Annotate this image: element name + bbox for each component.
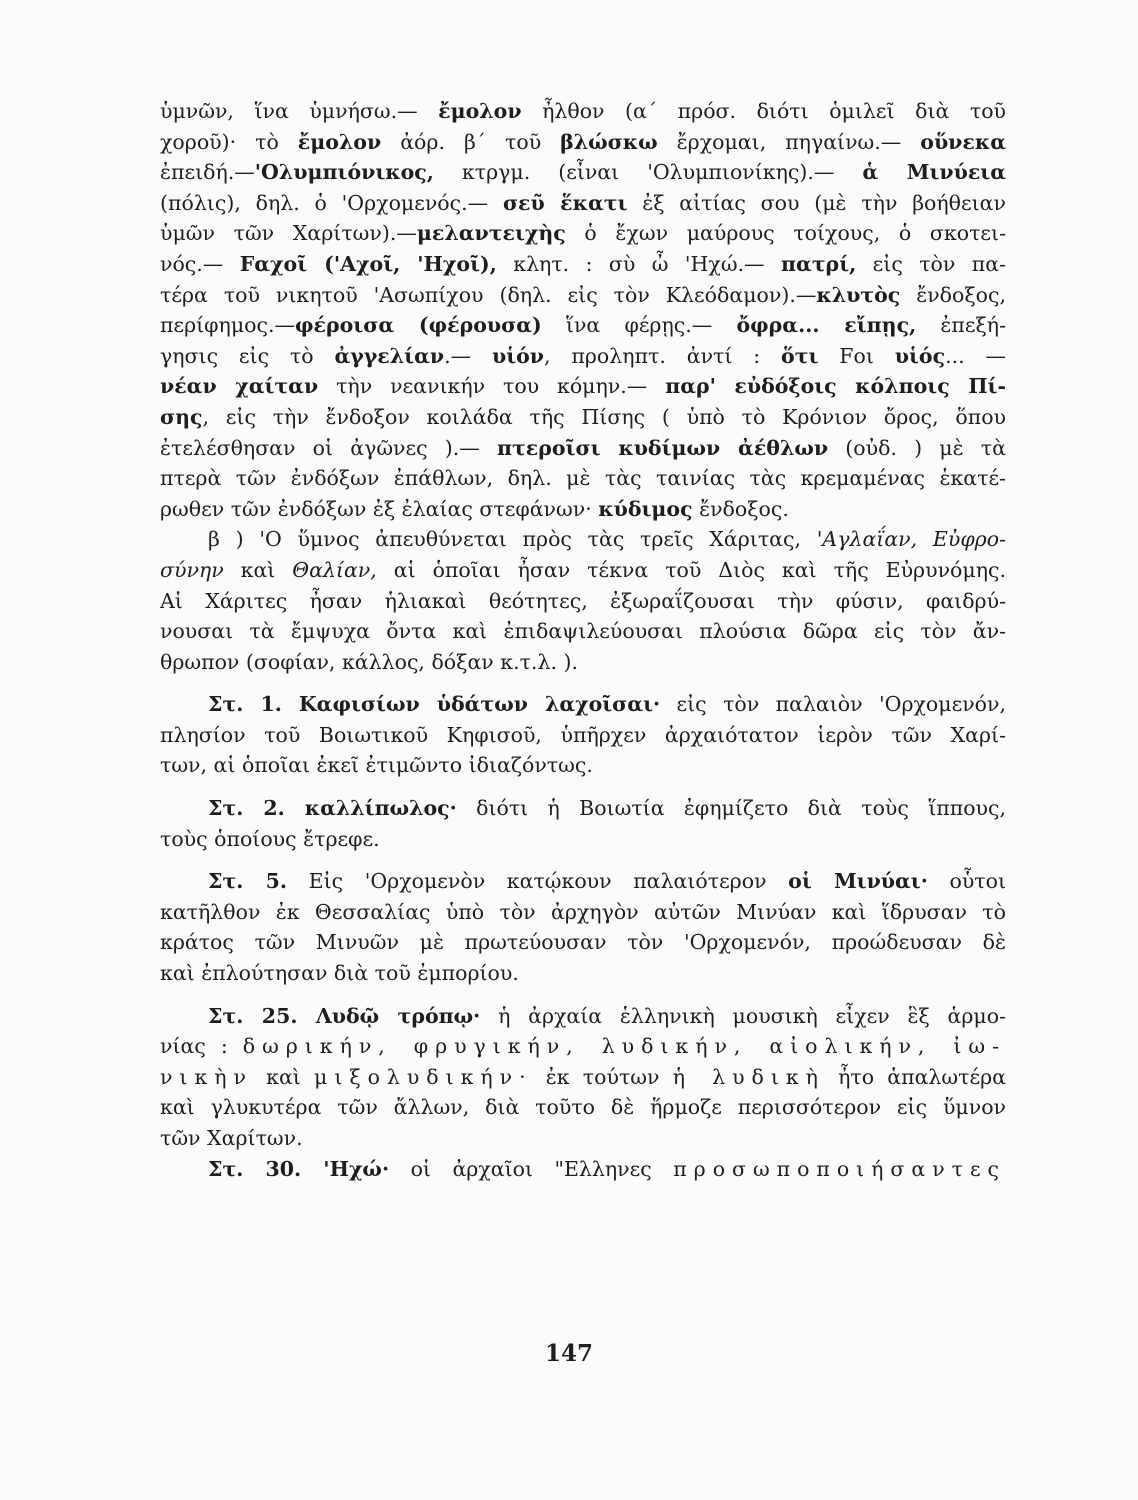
text-run: καὶ γλυκυτέρα τῶν ἄλλων, διὰ τοῦτο δὲ ἥρμοζε περισσότερον εἰς ὕμνον: [160, 1095, 1006, 1120]
bold-term: οἱ Μινύαι·: [788, 869, 928, 894]
text-line: [160, 1062, 1006, 1093]
text-run: ρωθεν τῶν ἐνδόξων ἐξ ἐλαίας στεφάνων·: [160, 496, 599, 521]
text-run: ... —: [945, 343, 1006, 368]
text-run: ἔνδοξος,: [900, 282, 1006, 307]
bold-term: οὕνεκα: [920, 129, 1006, 154]
text-line: [160, 750, 1006, 781]
text-run: ἐκ τούτων: [532, 1064, 673, 1089]
text-run: κτργμ. (εἶναι 'Ολυμπιονίκης).—: [433, 160, 863, 185]
bold-term: πτεροῖσι κυδίμων ἀέθλων: [497, 435, 829, 460]
commentary-text: [160, 96, 1006, 1184]
text-run: πτερὰ τῶν ἐνδόξων ἐπάθλων, δηλ. μὲ τὰς ταινίας τὰς κρεμαμένας ἑκατέ-: [160, 466, 1006, 491]
bold-term: Στ. 5.: [208, 869, 288, 894]
text-run: ὑμνῶν, ἵνα ὑμνήσω.—: [160, 99, 439, 123]
text-line: [160, 463, 1006, 494]
text-run: τέρα τοῦ νικητοῦ 'Ασωπίχου (δηλ. εἰς τὸν Κλεόδαμον).—: [160, 282, 817, 307]
text-run: ἵνα φέρῃς.—: [541, 313, 737, 338]
text-run: εἰς τὸν πα-: [856, 251, 1006, 276]
text-run: καὶ ἐπλούτησαν διὰ τοῦ ἐμπορίου.: [160, 961, 519, 986]
text-run: Εἰς 'Ορχομενὸν κατῴκουν παλαιότερον: [287, 869, 789, 894]
bold-term: πατρί,: [780, 251, 857, 276]
spaced-term: μιξολυδικήν·: [314, 1064, 533, 1089]
text-run: νίας :: [160, 1034, 243, 1059]
text-run: β ) 'Ο ὕμνος ἀπευθύνεται πρὸς τὰς τρεῖς Χάριτας,: [208, 527, 817, 552]
text-run: νουσαι τὰ ἔμψυχα ὄντα καὶ ἐπιδαψιλεύουσαι πλούσια δῶρα εἰς τὸν ἄν-: [160, 619, 1006, 644]
text-line: [160, 127, 1006, 158]
text-run: ὁ ἔχων μαύρους τοίχους, ὁ σκοτει-: [565, 221, 1007, 246]
paragraph-first-line: [160, 524, 1006, 555]
bold-term: υἱόν: [491, 343, 545, 368]
text-run: κράτος τῶν Μινυῶν μὲ πρωτεύουσαν τὸν 'Ορχομενόν, προώδευσαν δὲ: [160, 930, 1006, 955]
bold-term: Στ. 25. Λυδῷ τρόπῳ·: [208, 1003, 481, 1028]
bold-term: Στ. 1. Καφισίων ὑδάτων λαχοῖσαι·: [208, 692, 661, 717]
italic-term: Θαλίαν,: [292, 557, 377, 582]
spaced-term: προσωποποιήσαντες: [673, 1156, 1006, 1181]
bold-term: βλώσκω: [560, 129, 658, 154]
bold-term: ἔμολον: [438, 99, 522, 123]
text-run: ἔνδοξος.: [692, 496, 789, 521]
text-run: ἦλθον (α΄ πρόσ. διότι ὁμιλεῖ διὰ τοῦ: [521, 99, 1006, 123]
text-run: ὑμῶν τῶν Χαρίτων).—: [160, 221, 417, 246]
text-line: [160, 897, 1006, 928]
text-run: (πόλις), δηλ. ὁ 'Ορχομενός.—: [160, 190, 503, 215]
text-run: κλητ. : σὺ ὦ 'Ηχώ.—: [496, 251, 781, 276]
text-run: οὗτοι: [927, 869, 1007, 894]
page-number: 147: [544, 1340, 593, 1367]
text-line: [160, 371, 1006, 402]
bold-term: ὄφρα... εἴπῃς,: [736, 313, 917, 338]
text-run: , προληπτ. ἀντί :: [544, 343, 782, 368]
bold-term: Fαχοῖ ('Αχοῖ, 'Ηχοῖ),: [239, 251, 497, 276]
text-run: καὶ: [223, 557, 293, 582]
text-line: [160, 402, 1006, 433]
text-run: χοροῦ)· τὸ: [160, 129, 298, 154]
text-run: τῶν Χαρίτων.: [160, 1126, 303, 1150]
spaced-term: νικὴν: [160, 1064, 253, 1089]
text-run: Fοι: [818, 343, 895, 368]
text-line: [160, 188, 1006, 219]
text-line: [160, 720, 1006, 751]
text-run: (οὐδ. ) μὲ τὰ: [828, 435, 1006, 460]
text-line: [160, 218, 1006, 249]
italic-term: σύνην: [160, 557, 224, 582]
bold-term: παρ' εὐδόξοις κόλποις Πί-: [665, 374, 1006, 399]
text-run: γησις εἰς τὸ: [160, 343, 335, 368]
text-line: [160, 310, 1006, 341]
text-run: ἐπειδή.—: [160, 160, 255, 185]
bold-term: κύδιμος: [598, 496, 693, 521]
text-run: των, αἱ ὁποῖαι ἐκεῖ ἐτιμῶντο ἰδιαζόντως.: [160, 753, 593, 778]
text-run: εἰς τὸν παλαιὸν 'Ορχομενόν,: [660, 692, 1006, 717]
bold-term: νέαν χαίταν: [160, 374, 319, 399]
bold-term: φέροισα (φέρουσα): [294, 313, 542, 338]
text-line: [160, 647, 1006, 678]
bold-term: μελαντειχὴς: [416, 221, 566, 246]
text-run: νός.—: [160, 251, 240, 276]
text-run: κατῆλθον ἐκ Θεσσαλίας ὑπὸ τὸν ἀρχηγὸν αὐτῶν Μινύαν καὶ ἵδρυσαν τὸ: [160, 899, 1006, 924]
text-run: οἱ ἀρχαῖοι "Ελληνες: [389, 1156, 674, 1181]
bold-term: σης: [160, 404, 203, 429]
text-run: ἐτελέσθησαν οἱ ἀγῶνες ).—: [160, 435, 497, 460]
bold-term: 'Ολυμπιόνικος,: [254, 160, 434, 185]
text-line: [160, 1031, 1006, 1062]
text-line: [160, 586, 1006, 617]
text-run: καὶ: [252, 1064, 315, 1089]
spaced-term: ἡ λυδικὴ: [672, 1064, 825, 1089]
text-line: [160, 280, 1006, 311]
text-line: [160, 1123, 1006, 1154]
bold-term: ἁ Μινύεια: [862, 160, 1006, 185]
verse-note-heading: [160, 689, 1006, 720]
bold-term: ἔμολον: [297, 129, 382, 154]
verse-note-heading: [160, 1001, 1006, 1032]
bold-term: Στ. 30. 'Ηχώ·: [208, 1156, 390, 1181]
text-run: αἱ ὁποῖαι ἦσαν τέκνα τοῦ Διὸς καὶ τῆς Εὐρυνόμης.: [376, 557, 1006, 582]
text-line: [160, 249, 1006, 280]
verse-note-heading: [160, 793, 1006, 824]
text-run: ἀόρ. β΄ τοῦ: [381, 129, 561, 154]
text-run: περίφημος.—: [160, 313, 295, 338]
text-run: ἐπεξή-: [916, 313, 1006, 338]
text-run: .—: [444, 343, 492, 368]
text-line: [160, 824, 1006, 855]
text-line: [160, 958, 1006, 989]
bold-term: ἀγγελίαν: [334, 343, 445, 368]
text-run: τὴν νεανικήν του κόμην.—: [318, 374, 666, 399]
text-run: ἔρχομαι, πηγαίνω.—: [657, 129, 921, 154]
verse-note-heading: [160, 866, 1006, 897]
text-run: διότι ἡ Βοιωτία ἐφημίζετο διὰ τοὺς ἵππους,: [456, 796, 1006, 821]
bold-term: ὅτι: [781, 343, 819, 368]
verse-note-heading: [160, 1154, 1006, 1185]
text-run: τοὺς ὁποίους ἔτρεφε.: [160, 826, 380, 851]
text-line: [160, 341, 1006, 372]
text-run: Αἱ Χάριτες ἦσαν ἡλιακαὶ θεότητες, ἐξωραΐζουσαι τὴν φύσιν, φαιδρύ-: [160, 588, 1006, 613]
text-run: θρωπον (σοφίαν, κάλλος, δόξαν κ.τ.λ. ).: [160, 649, 578, 674]
italic-term: 'Αγλαΐαν, Εὐφρο-: [816, 527, 1006, 552]
text-line: [160, 616, 1006, 647]
text-line: [160, 157, 1006, 188]
text-line: [160, 555, 1006, 586]
text-run: πλησίον τοῦ Βοιωτικοῦ Κηφισοῦ, ὑπῆρχεν ἀρχαιότατον ἱερὸν τῶν Χαρί-: [160, 722, 1006, 747]
text-run: , εἰς τὴν ἔνδοξον κοιλάδα τῆς Πίσης ( ὑπὸ τὸ Κρόνιον ὄρος, ὅπου: [202, 404, 1006, 429]
text-run: ἦτο ἁπαλωτέρα: [824, 1064, 1006, 1089]
text-line: [160, 96, 1006, 127]
bold-term: σεῦ ἕκατι: [502, 190, 628, 215]
bold-term: κλυτὸς: [816, 282, 901, 307]
bold-term: Στ. 2. καλλίπωλος·: [208, 796, 457, 821]
bold-term: υἱός: [894, 343, 946, 368]
text-line: [160, 1092, 1006, 1123]
text-line: [160, 494, 1006, 525]
text-line: [160, 433, 1006, 464]
text-run: ἐξ αἰτίας σου (μὲ τὴν βοήθειαν: [627, 190, 1006, 215]
spaced-term: δωρικήν, φρυγικήν, λυδικήν, αἰολικήν, ἰω-: [242, 1034, 1007, 1059]
text-line: [160, 927, 1006, 958]
text-run: ἡ ἀρχαία ἑλληνικὴ μουσικὴ εἶχεν ἓξ ἁρμο-: [480, 1003, 1006, 1028]
